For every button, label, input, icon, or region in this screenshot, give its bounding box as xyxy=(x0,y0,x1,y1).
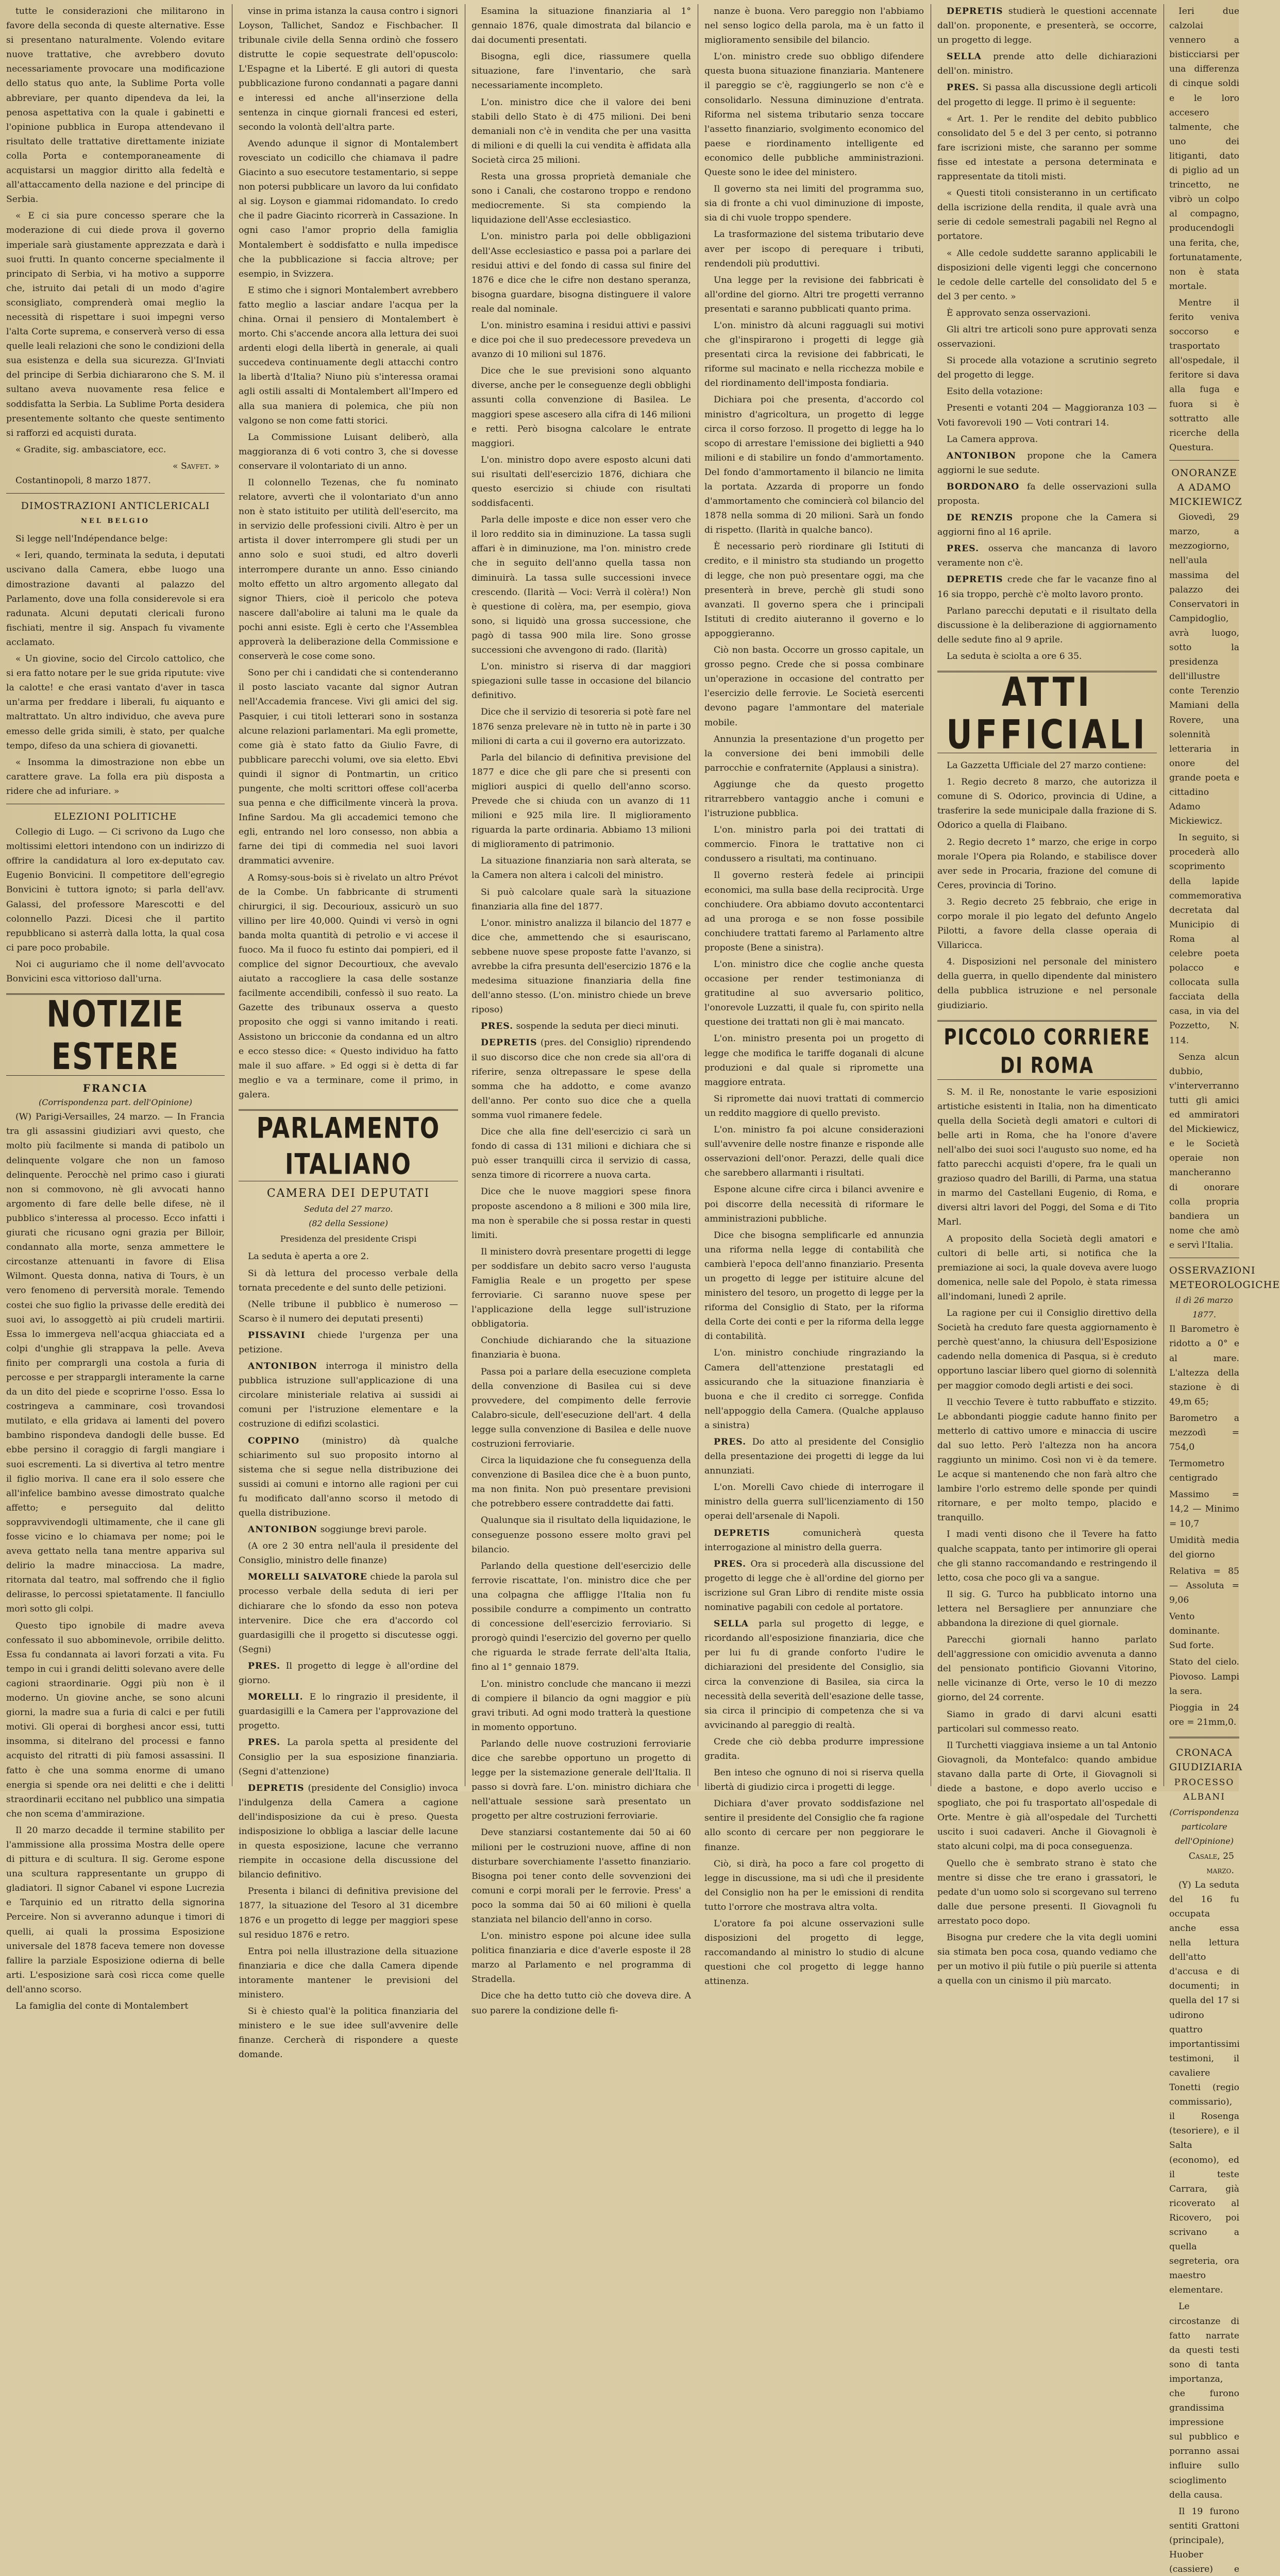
paragraph: L'oratore fa poi alcune osservazioni sulle disposizioni del progetto di legge, raccomandando al ministro lo studio di alcune questioni che col progetto di legge hanno attinenza. xyxy=(704,1919,924,1987)
section-headline: PICCOLO CORRIERE DI ROMA xyxy=(944,1024,1151,1079)
paragraph: La Camera approva. xyxy=(947,434,1038,445)
paragraph: Si può calcolare quale sarà la situazione finanziaria alla fine del 1877. xyxy=(471,887,691,912)
speech-paragraph xyxy=(937,480,1157,509)
paragraph: Si procede alla votazione a scrutinio segreto del progetto di legge. xyxy=(937,355,1157,381)
speech-paragraph xyxy=(239,1328,458,1357)
paragraph: Il Turchetti viaggiava insieme a un tal Antonio Giovagnoli, da Montefalco: quando ambidue stavano dalla parte di Orte, il Giovagnoli si diede a bastone, e dopo averlo ucciso e spogliato, che poi fu trasportato all'ospedale di Orte. Mentre è già all'ospedale del Turchetti uscito i suoi cadaveri. Anche il Giovagnoli è stato alcuni colpi, ma di poca conseguenza. xyxy=(937,1740,1157,1852)
paragraph: Bisogna pur credere che la vita degli uomini sia stimata ben poca cosa, quando vediamo che per un motivo il più futile o più puerile si attenta a quella con un cinismo il più marcato. xyxy=(937,1932,1157,1987)
paragraph: Il 19 furono sentiti Grattoni (principale), Huober (cassiere) e xyxy=(1169,2506,1239,2575)
paragraph: Giovedì, 29 marzo, a mezzogiorno, nell'aula massima del palazzo dei Conservatori in Campidoglio, avrà luogo, sotto la presidenza dell'illustre conte Terenzio Mamiani della Rovere, una solennità letteraria in onore del grande poeta e cittadino Adamo Mickiewicz. xyxy=(1169,512,1239,827)
speech-text: chiede la parola sul processo verbale della seduta di ieri per dichiarare che lo sfondo da esso non poteva intervenire. Dice che era d'accordo col guardasigilli che il progetto si discutesse oggi. (Segni) xyxy=(239,1572,459,1655)
weather-row: Pioggia in 24 ore = 21mm,0. xyxy=(1169,1702,1239,1727)
paragraph: « Alle cedole suddette saranno applicabili le disposizioni delle vigenti leggi che concernono le cedole delle cartelle del consolidato del 5 e del 3 per cento. » xyxy=(937,248,1157,302)
speech-text: studierà le questioni accennate dall'on. proponente, e presenterà, se occorre, un progetto di legge. xyxy=(937,6,1157,46)
paragraph: La seduta è aperta a ore 2. xyxy=(248,1251,369,1262)
paragraph: Dice che bisogna semplificarle ed annunzia una riforma nella legge di contabilità che cambierà l'epoca dell'anno finanziario. Presenta un progetto di legge per istituire alcune del ministero del tesoro, un progetto di legge per la riforma del Consiglio di Stato, per la riforma della Corte dei conti e per la riforma della legge di contabilità. xyxy=(704,1230,924,1342)
paragraph: tutte le considerazioni che militarono in favore della seconda di queste alternative. Esse si presentano naturalmente. Volendo evitare nuove trattative, che avrebbero dovuto necessariamente provocare una modificazione dello status quo ante, la Sublime Porta volle abbreviare, per quanto dipendeva da lei, la penosa aspettativa con la quale i gabinetti e l'opinione pubblica in Europa attendevano il risultato delle trattative direttamente iniziate colla Porta e contemporaneamente di acquistarsi un maggior diritto alla fedeltà e all'attaccamento della nazione e del principe di Serbia. xyxy=(6,6,225,205)
paragraph: Dice che il servizio di tesoreria si potè fare nel 1876 senza prelevare nè in tutto nè in parte i 30 milioni di carta a cui il governo era autorizzato. xyxy=(471,707,691,747)
speaker-name: PRES. xyxy=(947,82,980,93)
chamber-title: CAMERA DEI DEPUTATI xyxy=(266,1187,430,1200)
speaker-name: DEPRETIS xyxy=(947,574,1003,585)
paragraph: Annunzia la presentazione d'un progetto per la conversione dei beni immobili delle parrocchie e confraternite (Applausi a sinistra). xyxy=(704,734,924,773)
weather-date: il dì 26 marzo 1877. xyxy=(1175,1295,1233,1320)
paragraph: A proposito della Società degli amatori e cultori di belle arti, si notifica che la premiazione ai soci, la quale doveva avere luogo domenica, nelle sale del Popolo, è stata rimessa all'indomani, lunedì 2 aprile. xyxy=(937,1233,1157,1302)
speech-paragraph xyxy=(704,1435,924,1478)
weather-row: Massimo = 14,2 — Minimo = 10,7 xyxy=(1169,1489,1239,1529)
speech-text: (presidente del Consiglio) invoca l'indulgenza della Camera a cagione dell'indisposizione da cui è preso. Questa indisposizione lo obbliga a lasciar delle lacune in questa esposizione, lacune che verranno riempite in occasione della discussione del bilancio definitivo. xyxy=(239,1783,458,1880)
paragraph: Parla del bilancio di definitiva previsione del 1877 e dice che gli pare che si presenti con migliori auspici di quello dell'anno scorso. Prevede che si chiuda con un avanzo di 11 milioni e 925 mila lire. Il miglioramento riguarda la parte ordinaria. Abbiamo 13 milioni di miglioramento di patrimonio. xyxy=(471,752,691,850)
paragraph: La ragione per cui il Consiglio direttivo della Società ha creduto fare questa aggiornamento è perchè quest'anno, la chiusura dell'Esposizione cadendo nella domenica di Pasqua, si è creduto opportuno lasciar libero quel giorno di solennità per maggior comodo degli artisti e dei soci. xyxy=(937,1308,1157,1391)
speech-text: (pres. del Consiglio) riprendendo il suo discorso dice che non crede sia all'ora di riferire, senza oltrepassare le spese della somma che ha addotto, e come avanzo dell'anno. Per conto suo dice che a quella somma vuol rimanere fedele. xyxy=(471,1038,691,1121)
divider xyxy=(6,493,225,494)
paragraph: Questo tipo ignobile di madre aveva confessato il suo abbominevole, orribile delitto. Essa fu condannata ai lavori forzati a vita. Fu tempo in cui i grandi delitti solevano avere delle cagioni straordinarie. Oggi più non è il moderno. Un giovine anche, se sono alcuni giorni, la madre sua a furia di calci e per futili motivi. Gli operai di borghesi ancor essi, tutti insomma, si ditelrano del processi e fanno acquisto del ritratti di più famosi assassini. Il fatto è che una somma enorme di umano energia si spende ora nei delitti e che i delitti straordinarii eccitano nel pubblico una simpatia che non scema d'ammirazione. xyxy=(6,1620,225,1819)
speaker-name: PRES. xyxy=(947,544,980,554)
column-5 xyxy=(931,4,1163,1987)
speech-paragraph xyxy=(704,1557,924,1615)
paragraph: Bisogna, egli dice, riassumere quella situazione, fare l'inventario, che sarà necessariamente incompleto. xyxy=(471,52,691,91)
country-heading: FRANCIA xyxy=(82,1082,148,1095)
speech-paragraph xyxy=(704,1617,924,1733)
paragraph: Una legge per la revisione dei fabbricati è all'ordine del giorno. Altri tre progetti verranno presentati e saranno pubblicati quanto prima. xyxy=(704,275,924,314)
column-6 xyxy=(1164,4,1280,2575)
paragraph: L'on. ministro dà alcuni ragguagli sui motivi che gl'inspirarono i progetti di legge già presentati circa la revisione dei fabbricati, le riforme sul macinato e nella ricchezza mobile e del riordinamento dell'imposta fondiaria. xyxy=(704,320,924,389)
paragraph: Parecchi giornali hanno parlato dell'aggressione con omicidio avvenuta a danno del pensionato pontificio Giovanni Vitorino, nelle vicinanze di Orte, verso le 10 di mezzo giorno, del 24 corrente. xyxy=(937,1635,1157,1703)
speaker-name: ANTONIBON xyxy=(248,1361,318,1372)
paragraph: Conchiude dichiarando che la situazione finanziaria è buona. xyxy=(471,1335,691,1361)
paragraph: I madi venti disono che il Tevere ha fatto qualche scappata, tanto per intimorire gli operai che gli stanno raccomandando e restringendo il letto, cosa che poco gli va a sangue. xyxy=(937,1529,1157,1583)
paragraph: Si legge nell'Indépendance belge: xyxy=(15,534,168,545)
paragraph: Ieri due calzolai vennero a bisticciarsi per una differenza di cinque soldi e le loro accesero talmente, che uno dei litiganti, dato di piglio ad un trincetto, ne vibrò un colpo al compagno, producendogli una ferita, che, fortunatamente, non è stata mortale. xyxy=(1169,6,1242,292)
paragraph: Si ripromette dai nuovi trattati di commercio un reddito maggiore di quello previsto. xyxy=(704,1093,924,1118)
speech-paragraph xyxy=(937,4,1157,47)
paragraph: È necessario però riordinare gli Istituti di credito, e il ministro sta studiando un progetto di legge, che non può presentare oggi, ma che presenterà in breve, perchè gli studi sono avanzati. Il governo spera che i principali Istituti di credito aiuteranno il governo e lo appoggieranno. xyxy=(704,541,924,639)
paragraph: Parlando delle nuove costruzioni ferroviarie dice che sarebbe opportuno un progetto di legge per la sistemazione generale dell'Italia. Il passo si dovrà fare. L'on. ministro dichiara che nell'attuale sessione sarà presentato un progetto per altre costruzioni ferroviarie. xyxy=(471,1738,691,1822)
paragraph: L'on. ministro parla poi dei trattati di commercio. Finora le trattative non ci condussero a risultati, ma continuano. xyxy=(704,825,924,865)
paragraph: « E ci sia pure concesso sperare che la moderazione di cui diede prova il governo imperiale sarà giustamente apprezzata e darà i suoi frutti. In quanto concerne specialmente il principato di Serbia, vi ha motivo a supporre che, istruito dai petali di un modo d'agire sconsigliato, comprenderà omai meglio la necessità di rispettare i suoi impegni verso l'alta Corte suprema, e conserverà verso di essa quelle leali relazioni che sono le condizioni della sua esistenza e della sua sicurezza. Gl'Inviati del principe di Serbia dichiararono che S. M. il sultano aveva nuovamente resa felice e soddisfatta la Serbia. La Sublime Porta desidera presentemente soltanto che queste sentimento si rafforzi ed acquisti durata. xyxy=(6,211,225,438)
speech-paragraph xyxy=(471,1036,691,1123)
speech-paragraph xyxy=(239,1735,458,1778)
paragraph: Il 20 marzo decadde il termine stabilito per l'ammissione alla prossima Mostra delle opere di pittura e di scultura. Il sig. Gerome espone una scultura rappresentante un gruppo di gladiatori. Il signor Cabanel vi espone Lucrezia e Tarquinio ed un ritratto della signorina Perceire. Non si avveranno adunque i timori di quelli, ai quali la prossima Esposizione universale del 1878 faceva temere non dovesse fallire la parziale Esposizione odierna di belle arti. L'esposizione sarà così ricca come quelle dell'anno scorso. xyxy=(6,1825,225,1995)
weather-row: Il Barometro è ridotto a 0° e al mare. L'altezza della stazione è di 49,m 65; xyxy=(1169,1324,1239,1407)
weather-row: Termometro centigrado xyxy=(1169,1459,1225,1484)
paragraph: Il governo resterà fedele ai principii economici, ma sulla base della reciprocità. Urge conchiudere. Ora abbiamo dovuto accontentarci ad una proroga e se non fosse possibile conchiudere trattati faremo al Parlamento altre proposte (Bene a sinistra). xyxy=(704,870,924,953)
paragraph: E stimo che i signori Montalembert avrebbero fatto meglio a lasciar andare l'acqua per la china. Ornai il pensiero di Montalembert è morto. Chi s'accende ancora alla lettura dei suoi ardenti elogi della libertà in generale, ai quali succedeva continuamente degli attacchi contro la libertà d'Italia? Niuno più s'interessa oramai agli ostili assalti di Montalembert all'Impero ed alla sua maniera di polemica, che più non valgono se non come fatti storici. xyxy=(239,285,458,426)
speech-paragraph xyxy=(239,1359,458,1431)
paragraph: La seduta è sciolta a ore 6 35. xyxy=(947,651,1082,662)
speech-paragraph xyxy=(937,541,1157,570)
speaker-name: ANTONIBON xyxy=(248,1524,318,1535)
paragraph: L'on. ministro conclude che mancano ii mezzi di compiere il bilancio da ogni maggior e più gravi tributi. Ad ogni modo tratterà la questione in momento opportuno. xyxy=(471,1679,691,1733)
section-headline: ATTI UFFICIALI xyxy=(946,668,1148,758)
paragraph: Il colonnello Tezenas, che fu nominato relatore, avvertì che il volontariato d'un anno non è stato istituito per utilità dell'esercito, ma in servizio delle professioni civili. Altro è per un artista il dover interrompere gli studi per un anno solo e suoi studi, ed altro doverli interrompere durante un anno. Esso ciniando molto effetto un altro argomento allegato dal signor Thiers, cioè il pericolo che poteva nascere dall'abolire ai taluni ma le quale da pochi anni esiste. Egli è certo che l'Assemblea approverà la deliberazione della Commissione e conserverà le cose come sono. xyxy=(239,478,458,662)
paragraph: vinse in prima istanza la causa contro i signori Loyson, Tallichet, Sandoz e Fischbacher. Il tribunale civile della Senna ordinò che fossero distrutte le copie sequestrate dell'opuscolo: L'Espagne et la Liberté. E gli autori di questa pubblicazione furono condannati a pagare danni e interessi ed anche all'inserzione della sentenza in cinque giornali francesi ed esteri, secondo la volontà dell'altra parte. xyxy=(239,6,458,132)
paragraph: (A ore 2 30 entra nell'aula il presidente del Consiglio, ministro delle finanze) xyxy=(239,1541,458,1566)
speech-text: Si passa alla discussione degli articoli del progetto di legge. Il primo è il seguente: xyxy=(937,82,1157,108)
speaker-name: DEPRETIS xyxy=(248,1783,305,1793)
speaker-name: PRES. xyxy=(714,1437,747,1447)
column-2 xyxy=(232,4,464,2060)
paragraph: « Un giovine, socio del Circolo cattolico, che si era fatto notare per le sue grida riputute: vive la calotte! e che erasi vantato d'aver in tasca un'arma per freddare i liberali, fu aiquanto e maltrattato. Un altro individuo, che aveva pure emesso delle grida simili, è stato, per qualche tempo, difeso da una schiera di giovanetti. xyxy=(6,654,225,751)
speaker-name: DEPRETIS xyxy=(947,6,1003,16)
section-headline: NOTIZIE ESTERE xyxy=(46,993,184,1078)
section-title: ELEZIONI POLITICHE xyxy=(54,810,177,822)
paragraph: Gli altri tre articoli sono pure approvati senza osservazioni. xyxy=(937,324,1157,350)
sitting-date: Seduta del 27 marzo. xyxy=(304,1204,393,1214)
speech-text: propone che la Camera aggiorni le sue sedute. xyxy=(937,450,1157,476)
paragraph: (W) Parigi-Versailles, 24 marzo. — In Francia tra gli assassini giudiziari avvi questo, che molto più facilmente si manda di patibolo un delinquente volgare che non un famoso delinquente. Perocchè nel primo caso i giurati non si commovono, nè gli avvocati hanno argomento di fare delle belle difese, nè il pubblico s'interessa al processo. Ecco infatti i giurati che ricusano ogni grazia per Billoir, condannato alla morte, senza ammettere le circostanze attenuanti in favore di Elisa Wilmont. Questa donna, nativa di Tours, è un vero fenomeno di perversità morale. Temendo costei che suo figlio la privasse delle eredità dei suoi avi, lo assoggettò ai più crudeli martirii. Essa lo immergeva nell'acqua ghiacciata ed a colpi d'unghie gli strappava la pelle. Aveva finito per comprargli una costola a furia di percosse e per strappargli interamente la carne da un dito del piede e scoprirne l'osso. Essa lo costringeva a camminare, così trovandosi mutilato, e ella gridava ai lamenti del povero bambino rispondeva dandogli delle busse. Ed ebbe persino il coraggio di fargli mangiare i suoi escrementi. La si divertiva al tetro mentre il figlio moriva. Il cane era il solo essere che all'infelice bambino avesse dimostrato qualche affetto; e perseguito dal delitto soppravvivendogli ultimamente, che il cane gli fosse vicino e lo chiamava per nome; poi le aveva gettato nella tana mentre appariva sul delirio la madre minacciosa. La madre, ritornata dal teatro, mal soffrendo che il figlio delirasse, lo percossi spietatamente. Il fanciullo morì sotto gli colpi. xyxy=(6,1112,225,1615)
paragraph: Presenta i bilanci di definitiva previsione del 1877, la situazione del Tesoro al 31 dicembre 1876 e un progetto di legge per maggiori spese sul residuo 1876 e retro. xyxy=(239,1886,458,1940)
speaker-name: DE RENZIS xyxy=(947,513,1014,523)
speech-paragraph xyxy=(239,1781,458,1883)
speech-paragraph xyxy=(239,1690,458,1733)
presidency: Presidenza del presidente Crispi xyxy=(280,1234,417,1244)
paragraph: Crede che ciò debba produrre impressione gradita. xyxy=(704,1736,924,1761)
paragraph: L'on. ministro espone poi alcune idee sulla politica finanziaria e dice d'averle esposte il 28 marzo al Parlamento e nel programma di Stradella. xyxy=(471,1931,691,1985)
paragraph: (Nelle tribune il pubblico è numeroso — Scarso è il numero dei deputati presenti) xyxy=(239,1299,458,1324)
paragraph: La trasformazione del sistema tributario deve aver per iscopo di perequare i tributi, rendendoli più produttivi. xyxy=(704,229,924,269)
speech-paragraph xyxy=(937,80,1157,109)
paragraph: L'on. ministro presenta poi un progetto di legge che modifica le tariffe doganali di alcune produzioni e dal quale si ripromette una maggiore entrata. xyxy=(704,1033,924,1088)
speech-text: E lo ringrazio il presidente, il guardasigilli e la Camera per l'approvazione del progetto. xyxy=(239,1692,459,1732)
speech-text: fa delle osservazioni sulla proposta. xyxy=(937,481,1157,506)
section-title: DIMOSTRAZIONI ANTICLERICALI xyxy=(21,500,210,512)
speech-text: chiede l'urgenza per una petizione. xyxy=(239,1330,458,1355)
divider xyxy=(1169,1737,1239,1738)
speaker-name: SELLA xyxy=(947,52,982,62)
paragraph: « Insomma la dimostrazione non ebbe un carattere grave. La folla era più disposta a ridere che ad infuriare. » xyxy=(6,757,225,796)
paragraph: L'on. ministro fa poi alcune considerazioni sull'avvenire delle nostre finanze e risponde alle osservazioni dell'onor. Perazzi, delle quali dice che sarebbero allarmanti i risultati. xyxy=(704,1125,924,1179)
paragraph: Esito della votazione: xyxy=(947,386,1043,397)
paragraph: L'on. ministro conchiude ringraziando la Camera dell'attenzione prestatagli ed assicurando che la situazione finanziaria è buona e che il credito ci sorregge. Confida nell'appoggio della Camera. (Qualche applauso a sinistra) xyxy=(704,1348,924,1431)
correspondence-note: (Corrispondenza part. dell'Opinione) xyxy=(39,1097,192,1108)
paragraph: « Ieri, quando, terminata la seduta, i deputati uscivano dalla Camera, ebbe luogo una dimostrazione davanti al palazzo del Parlamento, dove una folla considerevole si era radunata. Alcuni deputati clericali furono fischiati, mentre il sig. Anspach fu vivamente acclamato. xyxy=(6,550,225,648)
paragraph: Dice che alla fine dell'esercizio ci sarà un fondo di cassa di 131 milioni e dichiara che si può esser tranquilli circa il servizio di cassa, senza timore di ricorrere a nuova carta. xyxy=(471,1127,691,1181)
paragraph: Parla delle imposte e dice non esser vero che il loro reddito sia in diminuzione. La tassa sugli affari è in diminuzione, ma l'on. ministro crede che in seguito dell'anno quella tassa non diminuirà. La tassa sulle successioni invece crescendo. (Ilarità — Voci: Verrà il colèra!) Non è questione di colèra, ma, per esempio, giova sono, si liquidò una grossa successione, che pagò di tassa 900 mila lire. Sono grosse successioni che avvengono di rado. (Ilarità) xyxy=(471,515,691,656)
divider xyxy=(937,1020,1157,1022)
paragraph: Ciò, si dirà, ha poco a fare col progetto di legge in discussione, ma si udì che il presidente del Consiglio non ha per le emissioni di rendita tutto l'orrore che mostrava altra volta. xyxy=(704,1858,924,1912)
column-4 xyxy=(698,4,930,1987)
weather-row: Vento dominante. Sud forte. xyxy=(1169,1612,1220,1651)
speech-text: (ministro) dà qualche schiarimento sul suo proposito intorno al sistema che si segue nella distribuzione dei sussidi ai comuni e intorno alle ragioni per cui fu modificato dall'anno scorso il metodo di quella distribuzione. xyxy=(239,1435,458,1518)
weather-row: Barometro a mezzodì = 754,0 xyxy=(1169,1413,1239,1453)
paragraph: L'on. ministro dice che il valore dei beni stabili dello Stato è di 475 milioni. Dei beni demaniali non c'è in vendita che per una vasitta di milioni e di quelli la cui vendita è affidata alla Società circa 25 milioni. xyxy=(471,97,691,165)
dateline: Casale, 25 marzo. xyxy=(1188,1851,1234,1876)
speech-paragraph xyxy=(471,1019,691,1033)
section-headline: PARLAMENTO ITALIANO xyxy=(256,1112,441,1181)
paragraph: Dichiara poi che presenta, d'accordo col ministro d'agricoltura, un progetto di legge circa il corso forzoso. Il progetto di legge ha lo scopo di arrestare l'emissione dei biglietti a 940 milioni e di stabilire un fondo d'ammortamento. Del fondo d'ammortamento il bilancio ne limita la portata. Azzarda di proporre un fondo d'ammortamento che comincierà col bilancio del 1878 nella somma di 20 milioni. Sarà un fondo di rispetto. (Ilarità in qualche banco). xyxy=(704,395,924,536)
paragraph: Collegio di Lugo. — Ci scrivono da Lugo che moltissimi elettori intendono con un indirizzo di offrire la candidatura al loro ex-deputato cav. Eugenio Bonvicini. Il competitore dell'egregio Bonvicini è tuttora ignoto; si parla dell'avv. Galassi, del professore Marescotti e del colonnello Pazzi. Dicesi che il partito repubblicano si asterrà dalla lotta, la qual cosa ci pare poco probabile. xyxy=(6,827,225,953)
paragraph: È approvato senza osservazioni. xyxy=(947,308,1091,318)
paragraph: L'on. ministro si riserva di dar maggiori spiegazioni sulle tasse in occasione del bilancio definitivo. xyxy=(471,662,691,701)
paragraph: 4. Disposizioni nel personale del ministero della guerra, in quello dipendente dal ministero della pubblica istruzione e nel personale giudiziario. xyxy=(937,957,1157,1011)
speech-text: osserva che mancanza di lavoro veramente non c'è. xyxy=(937,544,1157,569)
paragraph: Dice che le sue previsioni sono alquanto diverse, anche per le conseguenze degli obblighi assunti colla convenzione di Basilea. Le maggiori spese ascesero alla cifra di 146 milioni e retti. Però bisogna calcolare le entrate maggiori. xyxy=(471,366,691,449)
paragraph: La situazione finanziaria non sarà alterata, se la Camera non altera i calcoli del ministro. xyxy=(471,856,691,881)
paragraph: Quello che è sembrato strano è stato che mentre si disse che tre erano i grassatori, le pedate d'un uomo solo si scorgevano sul terreno dalle due persone presenti. Il Giovagnoli fu arrestato poco dopo. xyxy=(937,1858,1157,1926)
trial-title: PROCESSO ALBANI xyxy=(1174,1777,1235,1803)
speaker-name: PRES. xyxy=(248,1660,281,1671)
paragraph: Presenti e votanti 204 — Maggioranza 103 — Voti favorevoli 190 — Voti contrari 14. xyxy=(937,403,1157,428)
section-subtitle: NEL BELGIO xyxy=(80,517,150,526)
weather-row: Stato del cielo. Piovoso. Lampi la sera. xyxy=(1169,1657,1239,1697)
section-title: ONORANZE A ADAMO MICKIEWICZ xyxy=(1169,467,1242,508)
paragraph: La famiglia del conte di Montalembert xyxy=(15,2001,189,2011)
signature: « Savfet. » xyxy=(172,461,220,471)
paragraph: L'on. ministro parla poi delle obbligazioni dell'Asse ecclesiastico e passa poi a parlare dei residui attivi e del fondo di cassa sul finire del 1876 e dice che le cifre non destano speranza, bisogna guardare, bisogna distinguere il valore reale dal nominale. xyxy=(471,231,691,314)
paragraph: Il governo sta nei limiti del programma suo, sia di fronte a chi vuol diminuzione di imposte, sia di chi vuole troppo spendere. xyxy=(704,184,924,224)
correspondence-note: (Corrispondenza particolare dell'Opinione) xyxy=(1169,1807,1239,1846)
speaker-name: MORELLI. xyxy=(248,1692,304,1703)
speech-paragraph xyxy=(937,449,1157,478)
paragraph: L'on. ministro esamina i residui attivi e passivi e dice poi che il suo predecessore prevedeva un avanzo di 10 milioni sul 1876. xyxy=(471,320,691,360)
speaker-name: PRES. xyxy=(248,1737,281,1748)
speech-text: comunicherà questa interrogazione al ministro della guerra. xyxy=(704,1528,924,1553)
paragraph: Dice che ha detto tutto ciò che doveva dire. A suo parere la condizione delle fi- xyxy=(471,1991,691,2016)
speech-text: soggiunge brevi parole. xyxy=(320,1524,427,1535)
paragraph: 2. Regio decreto 1° marzo, che erige in corpo morale l'Opera pia Rolando, e stabilisce dover aver sede in Procaria, frazione del comune di Ceres, provincia di Torino. xyxy=(937,837,1157,891)
paragraph: (Y) La seduta del 16 fu occupata anche essa nella lettura dell'atto d'accusa e di documenti; in quella del 17 si udirono quattro importantissimi testimoni, il cavaliere Tonetti (regio commissario), il Rosenga (tesoriere), e il Salta (economo), ed il teste Carrara, già ricoverato al Ricovero, poi scrivano a quella segreteria, ora maestro elementare. xyxy=(1169,1879,1240,2296)
paragraph: Avendo adunque il signor di Montalembert rovesciato un codicillo che chiamava il padre Giacinto a suo esecutore testamentario, si seppe non potersi pubblicare un lavoro da lui confidato al sig. Loyson e giammai ridomandato. Io credo che il padre Giacinto ricorrerà in Cassazione. In ogni caso l'amor proprio della famiglia Montalembert è soddisfatto e nulla impedisce che la pubblicazione si faccia altrove; per esempio, in Svizzera. xyxy=(239,138,458,279)
paragraph: Si è chiesto qual'è la politica finanziaria del ministero e le sue idee sull'avvenire delle finanze. Cercherà di rispondere a queste domande. xyxy=(239,2006,458,2060)
paragraph: Il sig. G. Turco ha pubblicato intorno una lettera nel Bersagliere per annunziare che abbandona la direzione di quel giornale. xyxy=(937,1589,1157,1629)
speech-text: interroga il ministro della pubblica istruzione sull'applicazione di una circolare ministeriale relativa ai sussidi ai comuni per l'istruzione elementare e la costruzione di edifizi scolastici. xyxy=(239,1361,458,1430)
paragraph: A Romsy-sous-bois si è rivelato un altro Prévot de la Combe. Un fabbricante di strumenti chirurgici, il sig. Decourioux, assicurò un suo villino per lire 40,000. Quindi vi versò in ogni banda molta quantità di petrolio e vi accese il fuoco. Ma il fuoco fu estinto dai pompieri, ed il complice del signor Decourtioux, che avevalo aiutato a raccogliere la casa delle sostanze facilmente accendibili, confessò il suo reato. La Gazette des tribunaux osserva a questo proposito che oggi si vanno imitando i reati. Assistono un bricconie da condanna ed un altro e ecco stesso dice: « Questo individuo ha fatto male il suo affare. » Ed oggi si è detta di far meglio e va a terminare, come il primo, in galera. xyxy=(239,872,458,1100)
speaker-name: PRES. xyxy=(714,1558,747,1569)
paragraph: Esamina la situazione finanziaria al 1° gennaio 1876, quale dimostrata dal bilancio e dai documenti presentati. xyxy=(471,6,691,46)
speech-paragraph xyxy=(937,572,1157,601)
speaker-name: MORELLI SALVATORE xyxy=(248,1572,367,1583)
paragraph: Parlando della questione dell'esercizio delle ferrovie riscattate, l'on. ministro dice che per una colpagna che affligge l'Italia non fu possibile condurre a compimento un contratto di concessione dell'esercizio ferroviario. Si prorogò quindi l'esercizio del governo per quello che riguarda le strade ferrate dell'alta Italia, fino al 1° gennaio 1879. xyxy=(471,1561,691,1673)
paragraph: Entra poi nella illustrazione della situazione finanziaria e dice che dalla Camera dipende intoramente mantener le previsioni del ministero. xyxy=(239,1946,458,2000)
speech-paragraph xyxy=(239,1522,458,1537)
paragraph: « Art. 1. Per le rendite del debito pubblico consolidato del 5 e del 3 per cento, si potranno fare iscrizioni miste, che saranno per somme fisse ed intestate a persona determinata e rappresentate da titoli misti. xyxy=(937,113,1157,182)
section-title: CRONACA GIUDIZIARIA xyxy=(1169,1747,1243,1773)
paragraph: Circa la liquidazione che fu conseguenza della convenzione di Basilea dice che è a buon punto, ma non finita. Non può presentare previsioni che potrebbero essere contraddette dai fatti. xyxy=(471,1455,691,1510)
speaker-name: COPPINO xyxy=(248,1435,300,1446)
paragraph: Qualunque sia il risultato della liquidazione, le conseguenze possono essere molto gravi pel bilancio. xyxy=(471,1515,691,1555)
paragraph: Dice che le nuove maggiori spese finora proposte ascendono a 8 milioni e 300 mila lire, ma non è sperabile che si possa restar in questi limiti. xyxy=(471,1187,691,1241)
paragraph: Il ministero dovrà presentare progetti di legge per soddisfare un debito sacro verso l'augusta Famiglia Reale e un progetto per spese ferroviarie. Ci saranno nuove spese per l'applicazione della legge sull'istruzione obbligatoria. xyxy=(471,1246,691,1330)
paragraph: nanze è buona. Vero pareggio non l'abbiamo nel senso logico della parola, ma è un fatto il miglioramento sensibile del bilancio. xyxy=(704,6,924,46)
paragraph: Sono per chi i candidati che si contenderanno il posto lasciato vacante dal signor Autran nell'Accademia francese. Vivi gli amici del sig. Pasquier, i cui titoli letterari sono in sostanza alcune relazioni parlamentari. Ma egli promette, come già è stato fatto da Giulio Favre, di pubblicare parecchi volumi, ove sia eletto. Ebvi quindi il signor di Pontmartin, un critico pungente, che molti scrittori offese coll'acerba sua penna e che difficilmente vincerà la prova. Infine Sardou. Ma gli accademici temono che egli, entrando nel loro consesso, non abbia a farne dei tipi di commedia nel suoi lavori drammatici avvenire. xyxy=(239,668,458,867)
speaker-name: ANTONIBON xyxy=(947,450,1017,461)
speech-text: propone che la Camera si aggiorni fino al 16 aprile. xyxy=(937,513,1157,538)
speech-paragraph xyxy=(239,1434,458,1521)
paragraph: L'on. ministro dopo avere esposto alcuni dati sui risultati dell'esercizio 1876, dichiara che questo esercizio si chiude con risultati soddisfacenti. xyxy=(471,454,691,509)
paragraph: La Gazzetta Ufficiale del 27 marzo contiene: xyxy=(947,760,1147,771)
paragraph: Deve stanziarsi costantemente dai 50 ai 60 milioni per le costruzioni nuove, affine di non disturbare soverchiamente l'assetto finanziario. Bisogna poi tener conto delle sovvenzioni dei comuni e corpi morali per le ferrovie. Press' a poco la somma dai 50 ai 60 milioni è quella stanziata nel bilancio dell'anno in corso. xyxy=(471,1827,691,1925)
paragraph: S. M. il Re, nonostante le varie esposizioni artistiche esistenti in Italia, non ha dimenticato quella della Società degli amatori e cultori di belle arti in Roma, che ha l'onore d'avere nell'albo dei suoi soci l'augusto suo nome, ed ha fatto parecchi acquisti d'opere, fra le quali un grazioso quadro del Barilli, di Parma, una statua in marmo del Castellani Eugenio, di Roma, e diversi altri lavori del Poggi, del Soma e di Tito Marl. xyxy=(937,1087,1157,1228)
paragraph: Ben inteso che ognuno di noi si riserva quella libertà di giudizio circa i progetti di legge. xyxy=(704,1768,924,1793)
paragraph: La Commissione Luisant deliberò, alla maggioranza di 6 voti contro 3, che si dovesse conservare il volontariato di un anno. xyxy=(239,432,458,471)
paragraph: L'on. ministro dice che coglie anche questa occasione per render testimonianza di gratitudine al suo avversario politico, l'onorevole Luzzatti, il quale fu, con spirito nella questione dei trattati non gli è mai mancato. xyxy=(704,959,924,1028)
weather-row: Umidità media del giorno xyxy=(1169,1535,1239,1560)
paragraph: 3. Regio decreto 25 febbraio, che erige in corpo morale il pio legato del defunto Angelo Pilotti, a favore della classe operaia di Villaricca. xyxy=(937,896,1157,951)
paragraph: Espone alcune cifre circa i bilanci avvenire e poi discorre della necessità di riformare le amministrazioni pubbliche. xyxy=(704,1184,924,1224)
speech-paragraph xyxy=(239,1570,458,1657)
paragraph: L'on. ministro crede suo obbligo difendere questa buona situazione finanziaria. Mantenere il pareggio se c'è, raggiungerlo se non c'è e consolidarlo. Nessuna diminuzione d'entrata. Riforma nel sistema tributario senza toccare l'assetto finanziario, svolgimento economico del paese e riordinamento intelligente ed economico delle pubbliche amministrazioni. Queste sono le idee del ministero. xyxy=(704,52,924,178)
speech-text: Il progetto di legge è all'ordine del giorno. xyxy=(239,1660,458,1686)
speech-text: crede che far le vacanze fino al 16 sia troppo, perchè c'è molto lavoro pronto. xyxy=(937,574,1157,600)
speaker-name: SELLA xyxy=(714,1619,749,1630)
speech-paragraph xyxy=(937,49,1157,78)
paragraph: Resta una grossa proprietà demaniale che sono i Canali, che costarono troppo e rendono mediocremente. Si sta compiendo la liquidazione dell'Asse ecclesiastico. xyxy=(471,172,691,226)
paragraph: Mentre il ferito veniva soccorso e trasportato all'ospedale, il feritore si dava alla fuga e fuora si è sottratto alle ricerche della Questura. xyxy=(1169,297,1239,453)
speech-paragraph xyxy=(239,1659,458,1688)
paragraph: Senza alcun dubbio, v'interverranno tutti gli amici ed ammiratori del Mickiewicz, e le Società operaie non mancheranno di onorare colla propria bandiera un nome che amò e servì l'Italia. xyxy=(1169,1052,1239,1250)
weather-row: Relativa = 85 — Assoluta = 9,06 xyxy=(1169,1566,1239,1606)
paragraph: L'on. Morelli Cavo chiede di interrogare il ministro della guerra sull'licenziamento di 150 operai dell'arsenale di Napoli. xyxy=(704,1482,924,1522)
paragraph: « Gradite, sig. ambasciatore, ecc. xyxy=(15,444,166,455)
paragraph: Si dà lettura del processo verbale della tornata precedente e del sunto delle petizioni. xyxy=(239,1268,458,1293)
paragraph: Ciò non basta. Occorre un grosso capitale, un grosso pegno. Crede che si possa combinare un'operazione in occasione del contratto per l'esercizio delle ferrovie. Le Società esercenti devono pagare l'ammontare del materiale mobile. xyxy=(704,645,924,728)
speaker-name: DEPRETIS xyxy=(481,1038,537,1048)
speaker-name: DEPRETIS xyxy=(714,1528,770,1538)
paragraph: In seguito, si procederà allo scoprimento della lapide commemorativa decretata dal Municipio di Roma al celebre poeta polacco e collocata sulla facciata della casa, in via del Pozzetto, N. 114. xyxy=(1169,833,1242,1046)
paragraph: Dichiara d'aver provato soddisfazione nel sentire il presidente del Consiglio che fa ragione allo sconto di cercare per non peggiorare le finanze. xyxy=(704,1799,924,1853)
dateline: Costantinopoli, 8 marzo 1877. xyxy=(15,476,151,486)
paragraph: Noi ci auguriamo che il nome dell'avvocato Bonvicini esca vittorioso dall'urna. xyxy=(6,959,225,984)
speech-text: sospende la seduta per dieci minuti. xyxy=(516,1021,679,1032)
speech-text: Ora si procederà alla discussione del progetto di legge che è all'ordine del giorno per iscrizione sul Gran Libro di rendite miste ossia nominative pagabili con cedole al portatore. xyxy=(704,1558,924,1613)
speaker-name: BORDONARO xyxy=(947,481,1020,492)
speech-text: Do atto al presidente del Consiglio della presentazione dei progetti di legge da lui annunziati. xyxy=(704,1437,924,1477)
paragraph: Siamo in grado di darvi alcuni esatti particolari sul commesso reato. xyxy=(937,1709,1157,1734)
speaker-name: PISSAVINI xyxy=(248,1330,306,1341)
paragraph: Aggiunge che da questo progetto ritrarrebbero vantaggio anche i comuni e l'istruzione pubblica. xyxy=(704,779,924,819)
speaker-name: PRES. xyxy=(481,1021,514,1032)
paragraph: Il vecchio Tevere è tutto rabbuffato e stizzito. Le abbondanti pioggie cadute hanno finito per metterlo di cattivo umore e minaccia di uscire dal suo letto. Però l'altezza non ha ancora raggiunto un minimo. Così non vi è da temere. Le acque si mantenendo che non farà altro che lambire l'orlo estremo delle sponde per quindi ritornare, e per molto tempo, placido e tranquillo. xyxy=(937,1397,1157,1523)
divider xyxy=(1169,460,1239,461)
sitting-number: (82 della Sessione) xyxy=(309,1218,388,1229)
speech-paragraph xyxy=(937,511,1157,539)
speech-text: prende atto delle dichiarazioni dell'on. ministro. xyxy=(937,52,1157,77)
speech-text: parla sul progetto di legge, e ricordando all'esposizione finanziaria, dice che per lui fu di grande conforto l'udire le dichiarazioni del presidente del Consiglio, sia circa la convenzione di Basilea, sia circa la necessità della severità dell'esazione delle tasse, sia circa il principio di competenza che si va avvicinando al pareggio di realtà. xyxy=(704,1619,924,1731)
paragraph: Le circostanze di fatto narrate da questi testi sono di tanta importanza, che furono grandissima impressione sul pubblico e porranno assai influire sullo scioglimento della causa. xyxy=(1169,2301,1239,2500)
column-3 xyxy=(465,4,697,2016)
paragraph: 1. Regio decreto 8 marzo, che autorizza il comune di S. Odorico, provincia di Udine, a trasferire la sede municipale dalla frazione di S. Odorico a quella di Flaibano. xyxy=(937,777,1157,831)
speech-text: La parola spetta al presidente del Consiglio per la sua esposizione finanziaria. (Segni d'attenzione) xyxy=(239,1737,458,1777)
speech-paragraph xyxy=(704,1526,924,1555)
paragraph: « Questi titoli consisteranno in un certificato della iscrizione della rendita, il quale avrà una serie di cedole semestrali pagabili nel Regno al portatore. xyxy=(937,188,1157,242)
paragraph: Passa poi a parlare della esecuzione completa della convenzione di Basilea cui si deve provvedere, del compimento delle ferrovie Calabro-sicule, dell'esecuzione dell'art. 4 della legge sulla convenzione di Basilea e delle nuove costruzioni ferroviarie. xyxy=(471,1366,691,1449)
paragraph: L'onor. ministro analizza il bilancio del 1877 e dice che, ammettendo che si esauriscano, sebbene nuove spese proposte fatte l'avanzo, si avrebbe la cifra presunta dell'esercizio 1876 e la medesima situazione finanziaria della fine dell'anno stesso. (L'on. ministro chiede un breve riposo) xyxy=(471,918,691,1015)
column-1 xyxy=(6,4,231,2011)
paragraph: Parlano parecchi deputati e il risultato della discussione è la deliberazione di aggiornamento delle sedute fino al 9 aprile. xyxy=(937,605,1157,645)
section-title: OSSERVAZIONI METEOROLOGICHE xyxy=(1169,1264,1280,1291)
